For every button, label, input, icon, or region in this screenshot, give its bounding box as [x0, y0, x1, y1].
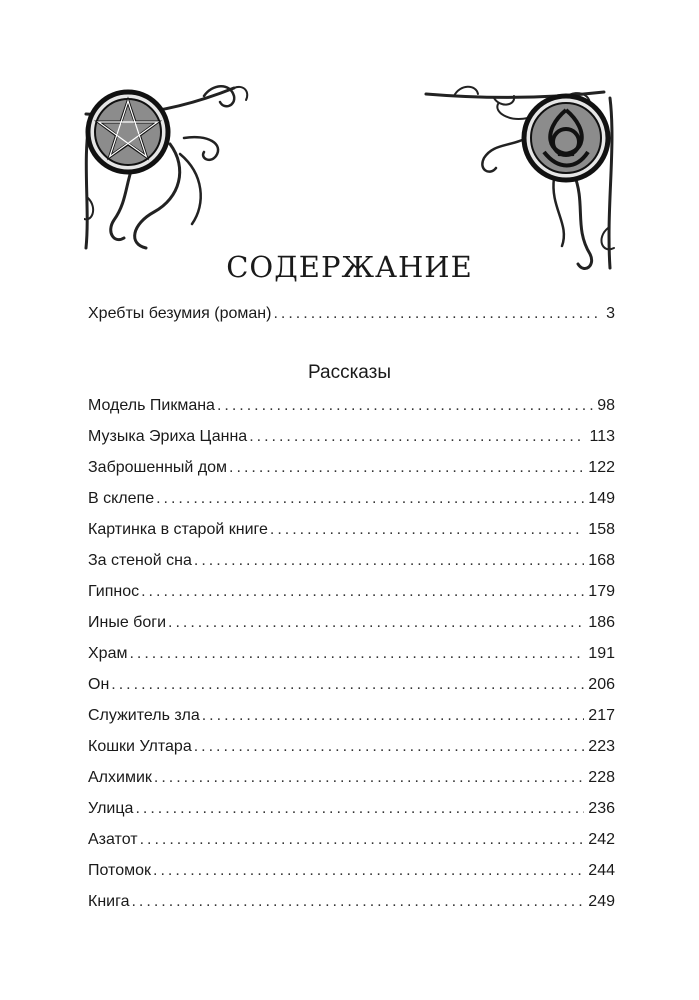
toc-entry-page: 228 [588, 769, 615, 786]
dot-leader [154, 768, 584, 788]
toc-entry-label: За стеной сна [88, 552, 192, 569]
toc-entry-page: 3 [606, 305, 615, 322]
toc-entry-label: Азатот [88, 831, 138, 848]
dot-leader [168, 613, 584, 633]
pentagram-tentacle-ornament-icon [84, 78, 254, 263]
toc-entry-label: Гипнос [88, 583, 140, 600]
toc-entry [88, 737, 615, 757]
dot-leader [129, 644, 584, 664]
toc-entry [88, 799, 615, 819]
toc-entry-label: Музыка Эриха Цанна [88, 428, 248, 445]
toc-entry-label: Храм [88, 645, 128, 662]
page-title: СОДЕРЖАНИЕ [226, 250, 473, 284]
dot-leader [249, 427, 585, 447]
toc-entry-page: 223 [588, 738, 615, 755]
dot-leader [111, 675, 584, 695]
toc-entry [88, 768, 615, 788]
toc-entry-page: 179 [588, 583, 615, 600]
toc-entry-page: 158 [588, 521, 615, 538]
toc-entry-label: Заброшенный дом [88, 459, 228, 476]
toc-entry [88, 551, 615, 571]
dot-leader [135, 799, 584, 819]
toc-entry-label: Кошки Ултара [88, 738, 192, 755]
toc-entry-label: Модель Пикмана [88, 397, 215, 414]
toc-entry-label: Иные боги [88, 614, 167, 631]
toc-entry-label: Алхимик [88, 769, 152, 786]
toc-entry-page: 113 [589, 428, 615, 445]
toc-entry-label: Служитель зла [88, 707, 200, 724]
dot-leader [202, 706, 585, 726]
toc-entry-label: Потомок [88, 862, 151, 879]
toc-entry [88, 861, 615, 881]
section-heading: Рассказы [307, 362, 392, 383]
dot-leader [156, 489, 584, 509]
toc-main-entry [88, 304, 615, 324]
toc-entry [88, 489, 615, 509]
dot-leader [270, 520, 584, 540]
toc-entry [88, 458, 615, 478]
toc-entry-page: 242 [588, 831, 615, 848]
toc-entry-page: 149 [588, 490, 615, 507]
toc-entry-page: 236 [588, 800, 615, 817]
toc-entry-label: Улица [88, 800, 134, 817]
toc-entry [88, 675, 615, 695]
toc-entry [88, 613, 615, 633]
toc-entry-page: 98 [597, 397, 615, 414]
toc-entry-label: Книга [88, 893, 130, 910]
toc-entry [88, 706, 615, 726]
dot-leader [194, 737, 585, 757]
toc-entry [88, 892, 615, 912]
dot-leader [140, 830, 585, 850]
dot-leader [229, 458, 584, 478]
toc-entry-label: Он [88, 676, 110, 693]
toc-entry-page: 217 [588, 707, 615, 724]
dot-leader [194, 551, 584, 571]
toc-entry-label: В склепе [88, 490, 155, 507]
toc-entry-label: Картинка в старой книге [88, 521, 268, 538]
toc-entry [88, 830, 615, 850]
dot-leader [141, 582, 584, 602]
dot-leader [131, 892, 584, 912]
toc-entry [88, 520, 615, 540]
toc-entry [88, 396, 615, 416]
toc-entry-page: 168 [588, 552, 615, 569]
toc-entry-page: 206 [588, 676, 615, 693]
toc-entry-label: Хребты безумия (роман) [88, 305, 272, 322]
toc-entry [88, 582, 615, 602]
dot-leader [217, 396, 593, 416]
toc-entry-page: 122 [588, 459, 615, 476]
toc-entry-page: 249 [588, 893, 615, 910]
toc-entry-page: 244 [588, 862, 615, 879]
toc-entry-page: 191 [588, 645, 615, 662]
toc-entry [88, 644, 615, 664]
toc-entry-page: 186 [588, 614, 615, 631]
dot-leader [273, 304, 602, 324]
toc-entry [88, 427, 615, 447]
dot-leader [153, 861, 584, 881]
